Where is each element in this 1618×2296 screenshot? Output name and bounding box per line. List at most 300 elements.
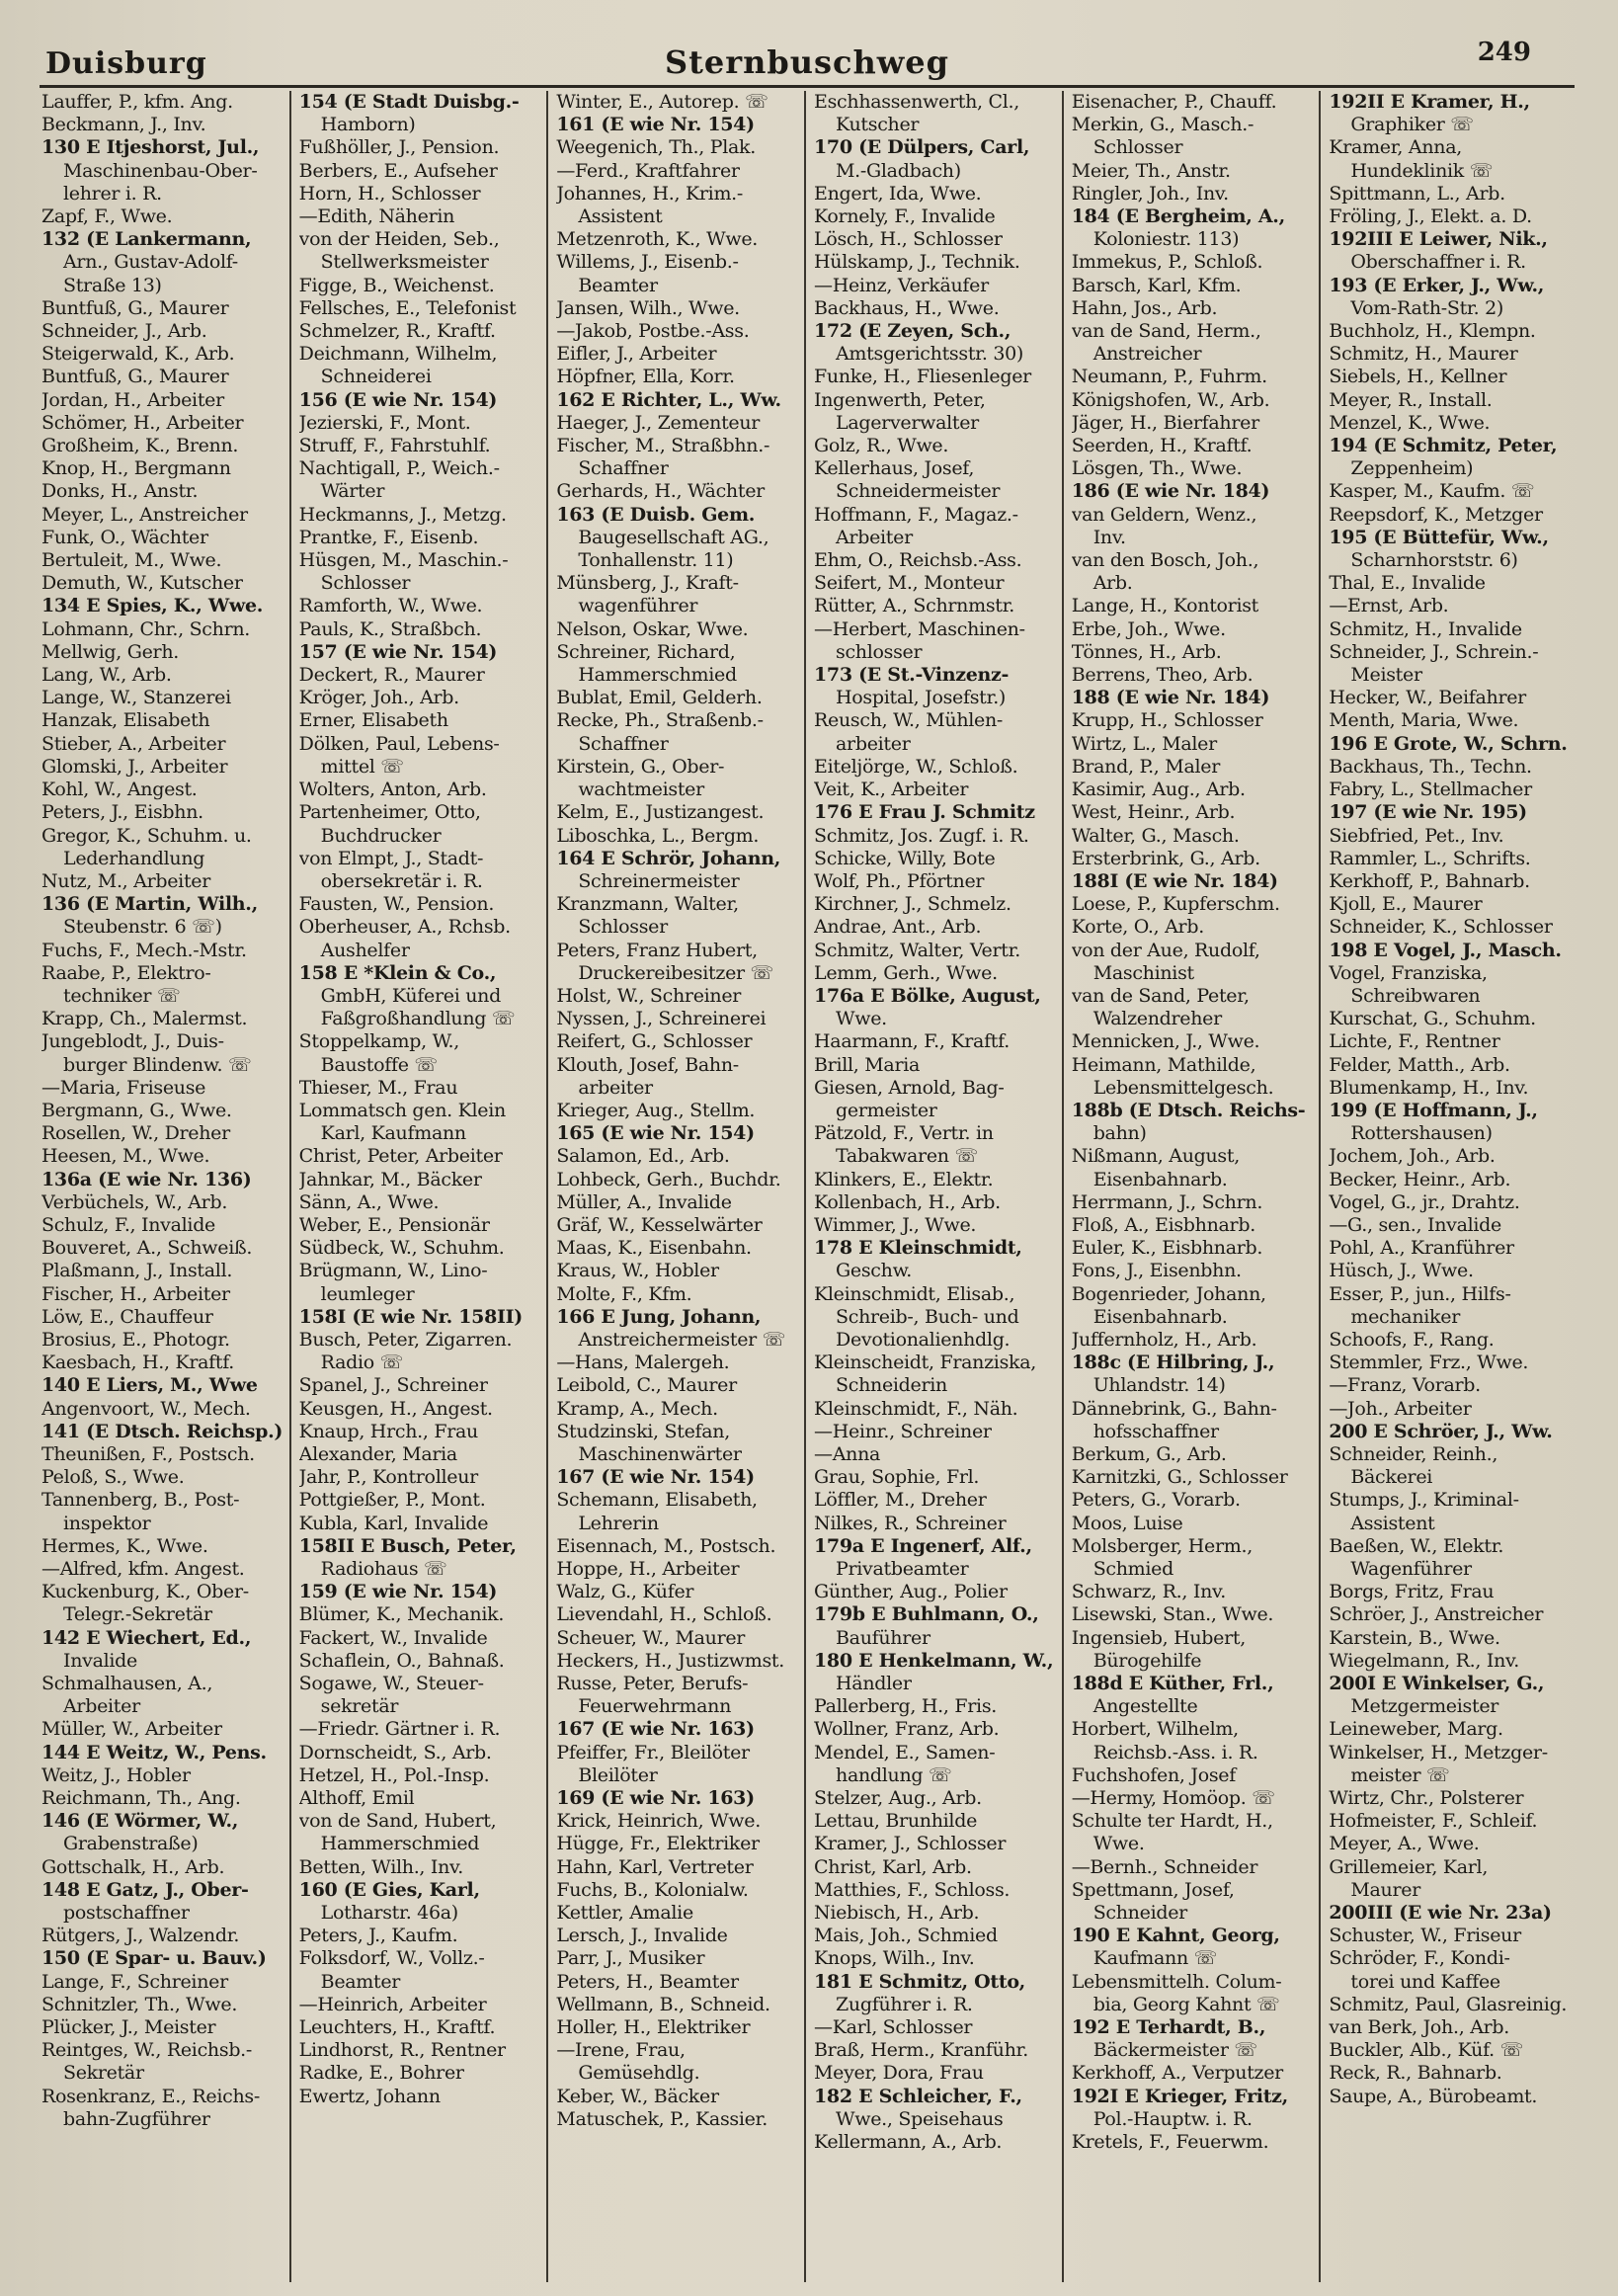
directory-entry: Weber, E., Pensionär (298, 1213, 490, 1236)
directory-entry: Leuchters, H., Kraftf. (298, 2016, 496, 2039)
directory-entry: Nilkes, R., Schreiner (814, 1512, 1007, 1534)
directory-entry: Stelzer, Aug., Arb. (814, 1787, 982, 1810)
directory-entry: Hahn, Karl, Vertreter (556, 1855, 754, 1878)
directory-entry: Ramforth, W., Wwe. (298, 595, 483, 617)
directory-entry: Alexander, Maria (298, 1442, 457, 1465)
directory-entry: Peters, J., Kaufm. (298, 1925, 458, 1947)
directory-entry: Wollner, Franz, Arb. (814, 1718, 1000, 1741)
directory-entry: Schneider, K., Schlosser (1329, 916, 1553, 939)
directory-entry: 188c (E Hilbring, J., (1071, 1352, 1275, 1374)
directory-entry: Pottgießer, P., Mont. (298, 1489, 486, 1512)
directory-entry: Keusgen, H., Angest. (298, 1397, 493, 1420)
directory-entry: Peters, Franz Hubert, (556, 939, 758, 961)
directory-entry: Stieber, A., Arbeiter (41, 732, 226, 755)
directory-entry: —Edith, Näherin (298, 205, 455, 228)
directory-entry: —Friedr. Gärtner i. R. (298, 1718, 501, 1741)
directory-entry: Lievendahl, H., Schloß. (556, 1603, 772, 1626)
directory-entry: Studzinski, Stefan, (556, 1420, 730, 1442)
directory-entry: Schneider, J., Schrein.- (1329, 640, 1539, 663)
directory-entry: Tannenberg, B., Post- (41, 1489, 240, 1512)
directory-entry: Kohl, W., Angest. (41, 779, 198, 801)
directory-entry: Devotionalienhdlg. (836, 1328, 1011, 1351)
directory-entry: —G., sen., Invalide (1329, 1213, 1501, 1236)
directory-entry: Bergmann, G., Wwe. (41, 1099, 232, 1121)
directory-entry: —Heinrich, Arbeiter (298, 1993, 487, 2015)
directory-entry: von der Aue, Rudolf, (1071, 939, 1260, 961)
directory-entry: Günther, Aug., Polier (814, 1581, 1008, 1603)
directory-entry: Baeßen, W., Elektr. (1329, 1534, 1504, 1557)
directory-entry: 180 E Henkelmann, W., (814, 1649, 1054, 1672)
directory-entry: Kurschat, G., Schuhm. (1329, 1008, 1536, 1030)
directory-entry: —Franz, Vorarb. (1329, 1374, 1481, 1397)
directory-entry: Wagenführer (1350, 1558, 1472, 1580)
directory-entry: Anstreicher (1092, 343, 1202, 366)
directory-entry: 179a E Ingenerf, Alf., (814, 1534, 1032, 1557)
directory-entry: 192I E Krieger, Fritz, (1071, 2085, 1288, 2107)
directory-entry: —Ernst, Arb. (1329, 595, 1449, 617)
directory-entry: 195 (E Büttefür, Ww., (1329, 526, 1549, 548)
directory-entry: Bäckerei (1350, 1466, 1433, 1489)
directory-entry: Scheuer, W., Maurer (556, 1626, 746, 1649)
directory-entry: 167 (E wie Nr. 154) (556, 1466, 755, 1489)
directory-entry: mittel ☏ (320, 755, 404, 778)
directory-entry: Privatbeamter (836, 1558, 969, 1580)
directory-entry: Weitz, J., Hobler (41, 1763, 191, 1786)
column-4 (804, 91, 1062, 2282)
directory-entry: Schoofs, F., Rang. (1329, 1328, 1495, 1351)
directory-entry: Schaflein, O., Bahnaß. (298, 1649, 505, 1672)
directory-entry: Lange, F., Schreiner (41, 1970, 228, 1993)
directory-entry: Maschinenwärter (578, 1442, 742, 1465)
directory-entry: Ingenwerth, Peter, (814, 388, 986, 411)
directory-entry: —Hermy, Homöop. ☏ (1071, 1787, 1275, 1810)
directory-entry: Vogel, Franziska, (1329, 961, 1488, 984)
directory-entry: Betten, Wilh., Inv. (298, 1855, 463, 1878)
directory-entry: 200 E Schröer, J., Ww. (1329, 1420, 1553, 1442)
directory-entry: Krapp, Ch., Malermst. (41, 1008, 248, 1030)
directory-entry: Metzgermeister (1350, 1695, 1499, 1718)
directory-entry: Knops, Wilh., Inv. (814, 1947, 975, 1970)
directory-entry: Pätzold, F., Vertr. in (814, 1122, 994, 1145)
directory-entry: Jochem, Joh., Arb. (1329, 1145, 1496, 1168)
directory-entry: Kelm, E., Justizangest. (556, 801, 765, 824)
directory-entry: M.-Gladbach) (836, 159, 961, 182)
directory-entry: Hundeklinik ☏ (1350, 159, 1494, 182)
directory-entry: Wimmer, J., Wwe. (814, 1213, 977, 1236)
directory-entry: Niebisch, H., Arb. (814, 1902, 980, 1925)
directory-entry: 136 (E Martin, Wilh., (41, 893, 258, 916)
directory-entry: Feuerwehrmann (578, 1695, 732, 1718)
directory-entry: Tönnes, H., Arb. (1071, 640, 1222, 663)
directory-entry: 188I (E wie Nr. 184) (1071, 869, 1278, 892)
directory-entry: 198 E Vogel, J., Masch. (1329, 939, 1562, 961)
directory-entry: Heesen, M., Wwe. (41, 1145, 210, 1168)
directory-entry: Backhaus, Th., Techn. (1329, 755, 1532, 778)
directory-entry: Fischer, H., Arbeiter (41, 1282, 230, 1305)
directory-entry: Schömer, H., Arbeiter (41, 411, 244, 434)
directory-entry: Geschw. (836, 1260, 913, 1282)
directory-entry: 146 (E Wörmer, W., (41, 1810, 239, 1833)
directory-entry: techniker ☏ (63, 984, 181, 1007)
directory-entry: Haarmann, F., Kraftf. (814, 1030, 1010, 1053)
directory-entry: Fabry, L., Stellmacher (1329, 779, 1532, 801)
directory-entry: Reifert, G., Schlosser (556, 1030, 753, 1053)
directory-entry: Schmalhausen, A., (41, 1673, 213, 1695)
directory-entry: Ewertz, Johann (298, 2085, 441, 2107)
directory-entry: Merkin, G., Masch.- (1071, 114, 1254, 136)
directory-entry: Euler, K., Eisbhnarb. (1071, 1237, 1263, 1260)
directory-entry: Maurer (1350, 1878, 1420, 1901)
directory-entry: Druckereibesitzer ☏ (578, 961, 774, 984)
directory-entry: Scharnhorststr. 6) (1350, 549, 1518, 572)
directory-entry: 167 (E wie Nr. 163) (556, 1718, 755, 1741)
directory-entry: Radiohaus ☏ (320, 1558, 447, 1580)
directory-entry: Lösch, H., Schlosser (814, 228, 1003, 251)
directory-entry: —Ferd., Kraftfahrer (556, 159, 740, 182)
directory-entry: Ingensieb, Hubert, (1071, 1626, 1246, 1649)
directory-entry: Pallerberg, H., Fris. (814, 1695, 998, 1718)
directory-entry: Faßgroßhandlung ☏ (320, 1008, 516, 1030)
directory-entry: Dornscheidt, S., Arb. (298, 1741, 492, 1763)
directory-entry: Leibold, C., Maurer (556, 1374, 737, 1397)
directory-entry: 172 (E Zeyen, Sch., (814, 320, 1011, 343)
directory-entry: Brand, P., Maler (1071, 755, 1220, 778)
directory-entry: Buckler, Alb., Küf. ☏ (1329, 2039, 1524, 2062)
directory-entry: Lersch, J., Invalide (556, 1925, 728, 1947)
directory-entry: Horbert, Wilhelm, (1071, 1718, 1239, 1741)
directory-entry: Schmelzer, R., Kraftf. (298, 320, 496, 343)
directory-entry: 166 E Jung, Johann, (556, 1305, 762, 1328)
directory-entry: Folksdorf, W., Vollz.- (298, 1947, 485, 1970)
directory-entry: Plücker, J., Meister (41, 2016, 216, 2039)
directory-entry: Lagerverwalter (836, 411, 979, 434)
directory-entry: 192II E Kramer, H., (1329, 91, 1530, 113)
directory-entry: Bleilöter (578, 1763, 658, 1786)
directory-entry: Koloniestr. 113) (1092, 228, 1240, 251)
directory-entry: Hammerschmied (578, 664, 737, 687)
directory-entry: bahn-Zugführer (63, 2107, 210, 2130)
directory-entry: Anstreichermeister ☏ (578, 1328, 786, 1351)
directory-entry: Giesen, Arnold, Bag- (814, 1076, 1005, 1099)
directory-entry: Holler, H., Elektriker (556, 2016, 751, 2039)
directory-entry: Kasimir, Aug., Arb. (1071, 779, 1246, 801)
directory-entry: 188d E Küther, Frl., (1071, 1673, 1274, 1695)
directory-entry: Inv. (1092, 526, 1126, 548)
directory-entry: germeister (836, 1099, 937, 1121)
directory-entry: Müller, W., Arbeiter (41, 1718, 222, 1741)
directory-entry: Stoppelkamp, W., (298, 1030, 459, 1053)
directory-entry: Grabenstraße) (63, 1833, 199, 1855)
directory-entry: Karnitzki, G., Schlosser (1071, 1466, 1288, 1489)
directory-entry: Pfeiffer, Fr., Bleilöter (556, 1741, 750, 1763)
directory-entry: Klouth, Josef, Bahn- (556, 1053, 739, 1076)
directory-entry: obersekretär i. R. (320, 869, 483, 892)
directory-entry: Assistent (1350, 1512, 1435, 1534)
directory-entry: Juffernholz, H., Arb. (1071, 1328, 1257, 1351)
directory-entry: Eisennach, M., Postsch. (556, 1534, 776, 1557)
directory-entry: —Karl, Schlosser (814, 2016, 973, 2039)
directory-entry: Tabakwaren ☏ (836, 1145, 978, 1168)
directory-entry: 136a (E wie Nr. 136) (41, 1168, 252, 1190)
directory-entry: Walter, G., Masch. (1071, 824, 1240, 847)
directory-entry: Jordan, H., Arbeiter (41, 388, 224, 411)
directory-entry: Baugesellschaft AG., (578, 526, 769, 548)
directory-entry: Reichmann, Th., Ang. (41, 1787, 241, 1810)
directory-entry: Thieser, M., Frau (298, 1076, 458, 1099)
directory-entry: Mennicken, J., Wwe. (1071, 1030, 1260, 1053)
directory-entry: hofsschaffner (1092, 1420, 1219, 1442)
directory-entry: Meyer, R., Install. (1329, 388, 1493, 411)
directory-entry: Funk, O., Wächter (41, 526, 208, 548)
directory-entry: 158II E Busch, Peter, (298, 1534, 517, 1557)
directory-entry: Reusch, W., Mühlen- (814, 709, 1004, 732)
directory-entry: Dännebrink, G., Bahn- (1071, 1397, 1277, 1420)
directory-entry: 184 (E Bergheim, A., (1071, 205, 1285, 228)
directory-entry: Peters, J., Eisbhn. (41, 801, 203, 824)
directory-entry: Lösgen, Th., Wwe. (1071, 457, 1243, 480)
directory-entry: Arbeiter (836, 526, 913, 548)
directory-entry: van den Bosch, Joh., (1071, 549, 1259, 572)
directory-entry: 173 (E St.-Vinzenz- (814, 664, 1010, 687)
directory-entry: Grillemeier, Karl, (1329, 1855, 1489, 1878)
directory-entry: 158I (E wie Nr. 158II) (298, 1305, 523, 1328)
directory-entry: sekretär (320, 1695, 399, 1718)
directory-entry: Schaffner (578, 457, 669, 480)
directory-entry: Schlosser (578, 916, 668, 939)
directory-entry: —Heinr., Schreiner (814, 1420, 992, 1442)
directory-entry: Wolters, Anton, Arb. (298, 779, 487, 801)
directory-entry: Spittmann, L., Arb. (1329, 182, 1505, 205)
directory-entry: Berbers, E., Aufseher (298, 159, 498, 182)
directory-entry: Lisewski, Stan., Wwe. (1071, 1603, 1274, 1626)
directory-entry: Meyer, A., Wwe. (1329, 1833, 1480, 1855)
directory-entry: Krieger, Aug., Stellm. (556, 1099, 756, 1121)
directory-entry: Busch, Peter, Zigarren. (298, 1328, 513, 1351)
directory-entry: Schneider, J., Arb. (41, 320, 207, 343)
directory-entry: —Bernh., Schneider (1071, 1855, 1258, 1878)
directory-entry: Golz, R., Wwe. (814, 435, 949, 457)
directory-entry: Meier, Th., Anstr. (1071, 159, 1231, 182)
street-title: Sternbuschweg (664, 43, 950, 81)
directory-entry: Metzenroth, K., Wwe. (556, 228, 759, 251)
directory-entry: Haeger, J., Zementeur (556, 411, 761, 434)
directory-entry: Maschinist (1092, 961, 1194, 984)
directory-entry: Reepsdorf, K., Metzger (1329, 503, 1543, 526)
directory-entry: Meyer, Dora, Frau (814, 2062, 984, 2085)
directory-entry: van de Sand, Herm., (1071, 320, 1261, 343)
directory-entry: Lederhandlung (63, 847, 205, 869)
directory-entry: Fuchs, F., Mech.-Mstr. (41, 939, 247, 961)
directory-entry: Thal, E., Invalide (1329, 572, 1486, 595)
directory-entry: Amtsgerichtsstr. 30) (836, 343, 1024, 366)
directory-entry: Kettler, Amalie (556, 1902, 693, 1925)
directory-entry: Siebels, H., Kellner (1329, 366, 1507, 388)
directory-entry: leumleger (320, 1282, 415, 1305)
directory-entry: Kubla, Karl, Invalide (298, 1512, 489, 1534)
directory-entry: Salamon, Ed., Arb. (556, 1145, 730, 1168)
directory-entry: Fuchs, B., Kolonialw. (556, 1878, 749, 1901)
directory-entry: Demuth, W., Kutscher (41, 572, 243, 595)
directory-entry: Matthies, F., Schloss. (814, 1878, 1011, 1901)
directory-entry: Rosellen, W., Dreher (41, 1122, 230, 1145)
directory-entry: Reck, R., Bahnarb. (1329, 2062, 1502, 2085)
directory-entry: Vogel, G., jr., Drahtz. (1329, 1190, 1520, 1213)
directory-entry: Karstein, B., Wwe. (1329, 1626, 1500, 1649)
directory-entry: Becker, Heinr., Arb. (1329, 1168, 1511, 1190)
directory-entry: Heckmanns, J., Metzg. (298, 503, 507, 526)
directory-entry: Lebensmittelgesch. (1092, 1076, 1274, 1099)
directory-entry: Hospital, Josefstr.) (836, 687, 1007, 709)
directory-entry: Schreib-, Buch- und (836, 1305, 1019, 1328)
directory-entry: Winkelser, H., Metzger- (1329, 1741, 1548, 1763)
directory-entry: 140 E Liers, M., Wwe (41, 1374, 258, 1397)
directory-entry: —Irene, Frau, (556, 2039, 686, 2062)
directory-entry: Braß, Herm., Kranführ. (814, 2039, 1028, 2062)
page-number: 249 (1477, 38, 1531, 67)
directory-entry: Gräf, W., Kesselwärter (556, 1213, 763, 1236)
directory-entry: Buchholz, H., Klempn. (1329, 320, 1536, 343)
directory-entry: Keber, W., Bäcker (556, 2085, 719, 2107)
directory-entry: Schemann, Elisabeth, (556, 1489, 758, 1512)
directory-entry: Pol.-Hauptw. i. R. (1092, 2107, 1253, 2130)
directory-entry: 182 E Schleicher, F., (814, 2085, 1022, 2107)
directory-entry: Hüsch, J., Wwe. (1329, 1260, 1474, 1282)
directory-entry: Donks, H., Anstr. (41, 480, 199, 503)
directory-entry: Schmied (1092, 1558, 1173, 1580)
directory-entry: Schulte ter Hardt, H., (1071, 1810, 1273, 1833)
directory-entry: Brosius, E., Photogr. (41, 1328, 230, 1351)
directory-entry: Wwe. (1092, 1833, 1145, 1855)
directory-entry: Fackert, W., Invalide (298, 1626, 488, 1649)
directory-entry: Lang, W., Arb. (41, 664, 172, 687)
directory-entry: Floß, A., Eisbhnarb. (1071, 1213, 1255, 1236)
directory-entry: 192 E Terhardt, B., (1071, 2016, 1266, 2039)
directory-entry: Erner, Elisabeth (298, 709, 448, 732)
directory-entry: Schreinermeister (578, 869, 740, 892)
directory-entry: 176a E Bölke, August, (814, 984, 1041, 1007)
directory-entry: Rottershausen) (1350, 1122, 1493, 1145)
directory-entry: Menth, Maria, Wwe. (1329, 709, 1519, 732)
directory-entry: GmbH, Küferei und (320, 984, 501, 1007)
directory-entry: Engert, Ida, Wwe. (814, 182, 982, 205)
directory-entry: inspektor (63, 1512, 151, 1534)
directory-entry: Peters, H., Beamter (556, 1970, 739, 1993)
directory-entry: Lindhorst, R., Rentner (298, 2039, 506, 2062)
directory-entry: Hamborn) (320, 114, 416, 136)
directory-entry: Kleinscheidt, Franziska, (814, 1352, 1037, 1374)
directory-entry: Fausten, W., Pension. (298, 893, 495, 916)
directory-entry: Immekus, P., Schloß. (1071, 251, 1263, 274)
directory-entry: Brügmann, W., Lino- (298, 1260, 488, 1282)
directory-entry: Hanzak, Elisabeth (41, 709, 210, 732)
directory-entry: Stumps, J., Kriminal- (1329, 1489, 1519, 1512)
directory-entry: Peters, G., Vorarb. (1071, 1489, 1241, 1512)
directory-entry: Heimann, Mathilde, (1071, 1053, 1256, 1076)
directory-entry: 156 (E wie Nr. 154) (298, 388, 498, 411)
directory-entry: Menzel, K., Wwe. (1329, 411, 1491, 434)
directory-entry: Funke, H., Fliesenleger (814, 366, 1031, 388)
directory-entry: Kellermann, A., Arb. (814, 2131, 1003, 2154)
directory-entry: —Alfred, kfm. Angest. (41, 1558, 245, 1580)
directory-entry: 165 (E wie Nr. 154) (556, 1122, 755, 1145)
directory-entry: Hoffmann, F., Magaz.- (814, 503, 1018, 526)
directory-entry: Hüsgen, M., Maschin.- (298, 549, 509, 572)
directory-entry: Tonhallenstr. 11) (578, 549, 734, 572)
directory-entry: Sänn, A., Wwe. (298, 1190, 440, 1213)
directory-entry: Willems, J., Eisenb.- (556, 251, 739, 274)
directory-entry: Kornely, F., Invalide (814, 205, 996, 228)
directory-entry: Rütgers, J., Walzendr. (41, 1925, 240, 1947)
column-6 (1319, 91, 1577, 2282)
directory-entry: Kraus, W., Hobler (556, 1260, 719, 1282)
directory-entry: Schneider, Reinh., (1329, 1442, 1498, 1465)
directory-entry: 162 E Richter, L., Ww. (556, 388, 781, 411)
directory-entry: Schneidermeister (836, 480, 1001, 503)
directory-entry: 193 (E Erker, J., Ww., (1329, 274, 1545, 296)
directory-entry: Hammerschmied (320, 1833, 480, 1855)
directory-entry: Schröer, J., Anstreicher (1329, 1603, 1544, 1626)
directory-entry: burger Blindenw. ☏ (63, 1053, 252, 1076)
directory-entry: Fischer, M., Straßbhn.- (556, 435, 770, 457)
directory-entry: Beckmann, J., Inv. (41, 114, 206, 136)
directory-entry: Nachtigall, P., Weich.- (298, 457, 500, 480)
directory-entry: Raabe, P., Elektro- (41, 961, 211, 984)
directory-entry: Herrmann, J., Schrn. (1071, 1190, 1263, 1213)
directory-entry: Löffler, M., Dreher (814, 1489, 987, 1512)
directory-entry: Lebensmittelh. Colum- (1071, 1970, 1282, 1993)
directory-entry: 188b (E Dtsch. Reichs- (1071, 1099, 1306, 1121)
directory-entry: 158 E *Klein & Co., (298, 961, 497, 984)
column-2 (289, 91, 547, 2282)
directory-entry: Johannes, H., Krim.- (556, 182, 744, 205)
directory-entry: Buntfuß, G., Maurer (41, 366, 229, 388)
directory-entry: Ehm, O., Reichsb.-Ass. (814, 549, 1022, 572)
directory-entry: Bauführer (836, 1626, 930, 1649)
directory-entry: Lommatsch gen. Klein (298, 1099, 506, 1121)
directory-entry: Reintges, W., Reichsb.- (41, 2039, 253, 2062)
directory-entry: van Geldern, Wenz., (1071, 503, 1257, 526)
directory-entry: bahn) (1092, 1122, 1147, 1145)
directory-entry: Bogenrieder, Johann, (1071, 1282, 1266, 1305)
directory-entry: Graphiker ☏ (1350, 114, 1474, 136)
directory-entry: Schlosser (320, 572, 411, 595)
directory-entry: Beamter (320, 1970, 401, 1993)
directory-entry: Rammler, L., Schrifts. (1329, 847, 1531, 869)
directory-entry: Nutz, M., Arbeiter (41, 869, 211, 892)
directory-entry: Molsberger, Herm., (1071, 1534, 1253, 1557)
directory-entry: Gerhards, H., Wächter (556, 480, 765, 503)
directory-entry: Saupe, A., Bürobeamt. (1329, 2085, 1538, 2107)
directory-entry: Lehrerin (578, 1512, 659, 1534)
directory-entry: Rütter, A., Schrnmstr. (814, 595, 1015, 617)
directory-entry: 134 E Spies, K., Wwe. (41, 595, 264, 617)
directory-entry: Rosenkranz, E., Reichs- (41, 2085, 260, 2107)
directory-entry: 197 (E wie Nr. 195) (1329, 801, 1527, 824)
directory-entry: Schicke, Willy, Bote (814, 847, 996, 869)
directory-entry: Schneiderei (320, 366, 432, 388)
directory-entry: Eifler, J., Arbeiter (556, 343, 717, 366)
directory-entry: Borgs, Fritz, Frau (1329, 1581, 1495, 1603)
directory-entry: Plaßmann, J., Install. (41, 1260, 233, 1282)
directory-entry: Fuchshofen, Josef (1071, 1763, 1236, 1786)
directory-entry: Prantke, F., Eisenb. (298, 526, 479, 548)
directory-entry: Knop, H., Bergmann (41, 457, 231, 480)
directory-entry: 194 (E Schmitz, Peter, (1329, 435, 1558, 457)
directory-entry: Meister (1350, 664, 1422, 687)
directory-entry: Matuschek, P., Kassier. (556, 2107, 768, 2130)
directory-entry: schlosser (836, 640, 923, 663)
directory-entry: Lauffer, P., kfm. Ang. (41, 91, 233, 113)
